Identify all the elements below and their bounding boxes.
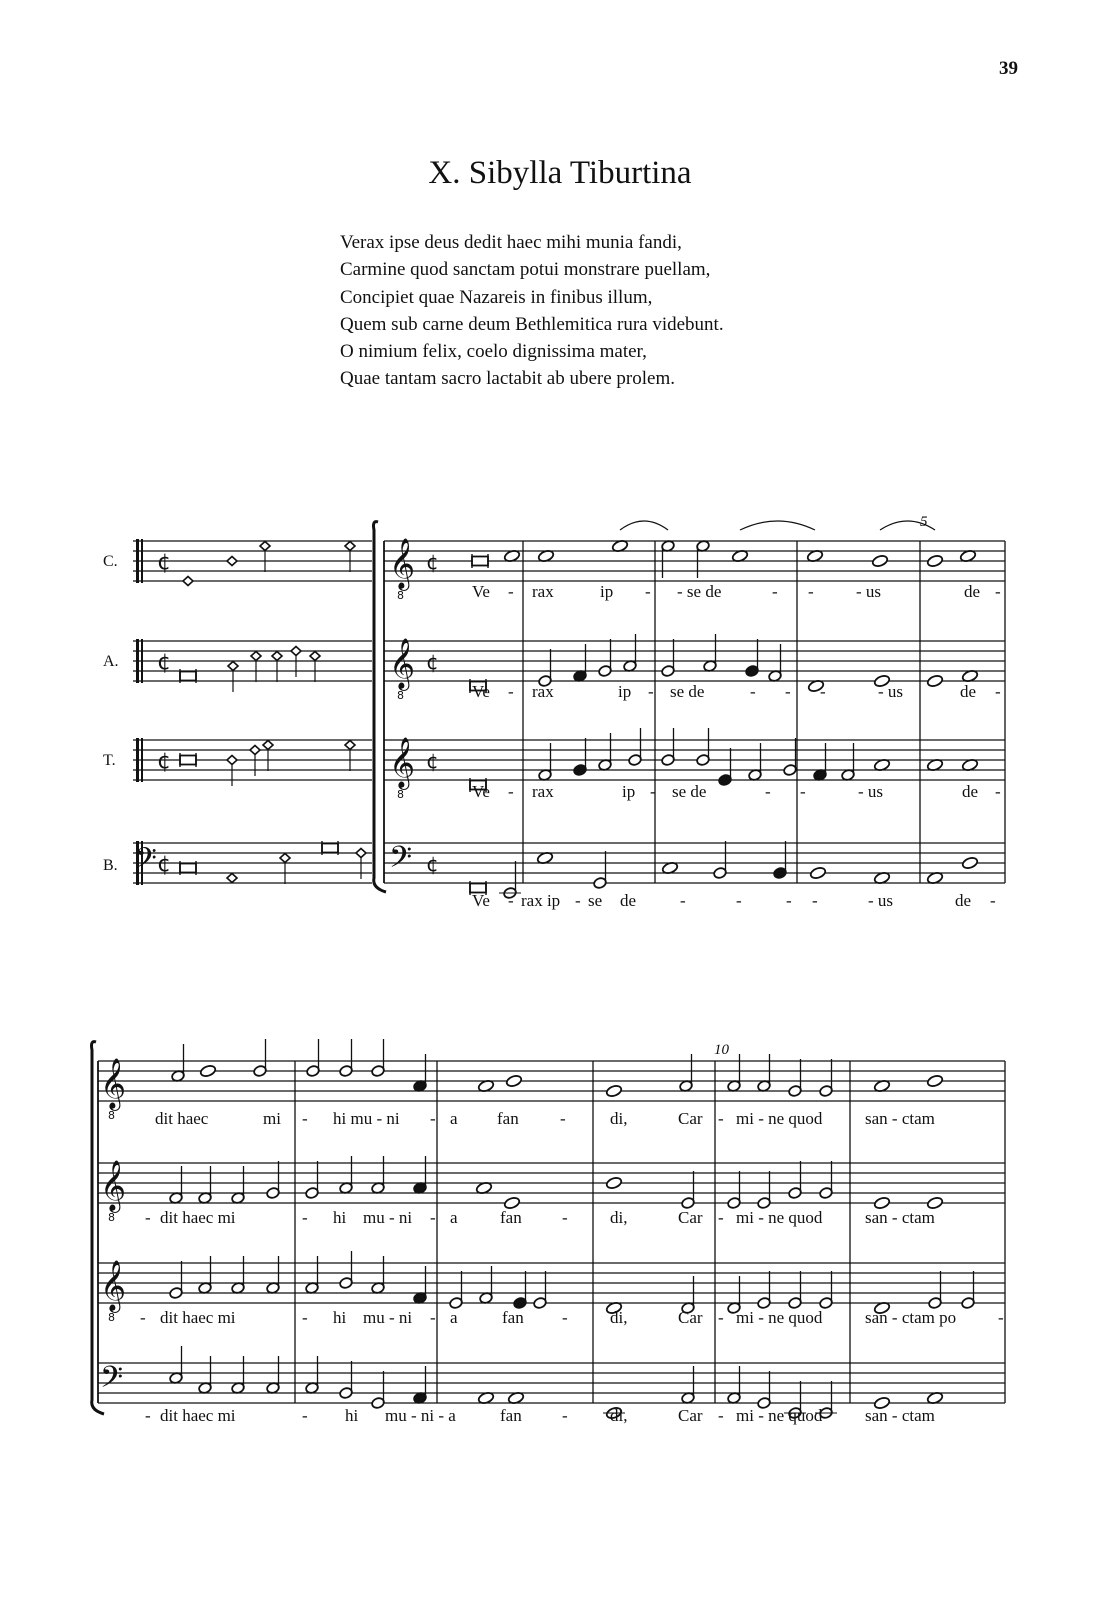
lyric-syllable: - <box>575 891 581 910</box>
voice-label-cantus: C. <box>103 553 118 570</box>
lyric-syllable: - <box>140 1308 146 1327</box>
mensural-note <box>251 652 261 661</box>
lyric-syllable: fan <box>500 1208 522 1227</box>
lyric-syllable: rax <box>532 782 554 801</box>
lyric-syllable: hi <box>333 1308 347 1327</box>
lyric-syllable: - <box>718 1109 724 1128</box>
lyric-syllable: - <box>995 682 1001 701</box>
note-head <box>505 1074 522 1088</box>
lyric-syllable: san - ctam <box>865 1109 935 1128</box>
mensural-note <box>227 874 237 883</box>
lyric-syllable: rax <box>532 682 554 701</box>
lyric-syllable: san - ctam po <box>865 1308 957 1327</box>
voice-label-bassus: B. <box>103 857 118 874</box>
voice-label-altus: A. <box>103 653 119 670</box>
lyric-syllable: - <box>680 891 686 910</box>
note-head <box>926 1074 943 1088</box>
treble-clef-icon: 𝄞 <box>100 1058 127 1109</box>
lyric-syllable: - <box>808 582 814 601</box>
lyric-syllable: - <box>650 782 656 801</box>
measure-number: 10 <box>714 1042 729 1058</box>
c-clef-icon <box>141 539 143 583</box>
lyric-syllable: - <box>430 1109 436 1128</box>
lyric-syllable: - <box>645 582 651 601</box>
poem-line: Quem sub carne deum Bethlemitica rura videbunt. <box>340 313 724 335</box>
lyric-syllable: mi - ne quod <box>736 1308 823 1327</box>
octave-mark-icon: 8 <box>108 1109 115 1122</box>
lyric-syllable: - <box>718 1208 724 1227</box>
c-clef-icon <box>136 539 139 583</box>
lyric-syllable: dit haec mi <box>160 1208 236 1227</box>
lyric-syllable: hi <box>333 1208 347 1227</box>
lyric-syllable: dit haec mi <box>160 1406 236 1425</box>
lyric-syllable: - <box>508 682 514 701</box>
note-head <box>605 1176 622 1190</box>
mensural-note <box>183 577 193 586</box>
lyric-syllable: se de <box>672 782 707 801</box>
lyric-syllable: - <box>718 1406 724 1425</box>
lyric-syllable: di, <box>610 1406 628 1425</box>
piece-title: X. Sibylla Tiburtina <box>428 155 692 191</box>
bass-clef-icon: 𝄢 <box>100 1361 124 1402</box>
lyric-syllable: de <box>960 682 977 701</box>
lyric-syllable: Car <box>678 1109 703 1128</box>
lyric-syllable: - <box>302 1109 308 1128</box>
lyric-syllable: se <box>588 891 603 910</box>
lyric-syllable: san - ctam <box>865 1208 935 1227</box>
note-head <box>926 554 943 568</box>
lyric-syllable: ip <box>622 782 636 801</box>
poem-line: Carmine quod sanctam potui monstrare puellam, <box>340 259 711 281</box>
bass-clef-icon: 𝄢 <box>135 842 157 882</box>
treble-clef-icon: 𝄞 <box>389 638 416 689</box>
mensural-note <box>228 662 238 671</box>
lyric-syllable: Ve <box>472 582 490 601</box>
c-clef-icon <box>141 738 143 782</box>
lyric-syllable: - <box>785 682 791 701</box>
lyric-syllable: mi - ne quod <box>736 1109 823 1128</box>
voice-label-tenor: T. <box>103 752 116 769</box>
breve-note <box>180 672 196 681</box>
lyric-syllable: - se de <box>677 582 722 601</box>
octave-mark-icon: 8 <box>397 788 404 801</box>
lyric-syllable: - <box>302 1308 308 1327</box>
lyric-syllable: fan <box>502 1308 524 1327</box>
lyric-syllable: fan <box>497 1109 519 1128</box>
lyric-syllable: ip <box>618 682 632 701</box>
lyric-syllable: mi - ne quod <box>736 1406 823 1425</box>
time-signature-icon: ¢ <box>426 852 439 876</box>
breve-note <box>180 864 196 873</box>
lyric-syllable: fan <box>500 1406 522 1425</box>
mensural-note <box>263 741 273 750</box>
note-head <box>199 1064 216 1078</box>
mensuration-sign-icon: ¢ <box>157 852 171 877</box>
mensuration-sign-icon: ¢ <box>157 550 171 575</box>
time-signature-icon: ¢ <box>426 650 439 674</box>
note-head <box>605 1084 622 1098</box>
bass-clef-icon: 𝄢 <box>389 841 413 882</box>
lyric-syllable: - us <box>868 891 894 910</box>
mensural-note <box>272 652 282 661</box>
lyric-syllable: Ve <box>472 682 490 701</box>
lyric-syllable: - <box>508 891 514 910</box>
lyric-syllable: rax <box>532 582 554 601</box>
mensural-note <box>356 849 366 858</box>
note-head <box>961 856 978 870</box>
mensural-note <box>345 542 355 551</box>
lyric-syllable: mu - ni - a <box>385 1406 456 1425</box>
lyric-syllable: - <box>812 891 818 910</box>
lyric-syllable: a <box>450 1308 458 1327</box>
octave-mark-icon: 8 <box>108 1311 115 1324</box>
poem-line: Quae tantam sacro lactabit ab ubere prolem. <box>340 368 675 390</box>
lyric-syllable: di, <box>610 1308 628 1327</box>
treble-clef-icon: 𝄞 <box>389 538 416 589</box>
breve-note <box>322 844 338 853</box>
lyric-syllable: - <box>765 782 771 801</box>
octave-mark-icon: 8 <box>397 689 404 702</box>
lyric-syllable: mi <box>263 1109 281 1128</box>
poem-line: O nimium felix, coelo dignissima mater, <box>340 341 647 363</box>
lyric-syllable: - <box>820 682 826 701</box>
lyric-syllable: mi - ne quod <box>736 1208 823 1227</box>
mensural-note <box>291 647 301 656</box>
lyric-syllable: - <box>800 782 806 801</box>
poem-line: Concipiet quae Nazareis in finibus illum, <box>340 286 653 308</box>
lyric-syllable: Ve <box>472 891 490 910</box>
lyric-syllable: - <box>562 1406 568 1425</box>
lyric-syllable: - <box>995 582 1001 601</box>
lyric-syllable: - us <box>858 782 884 801</box>
lyric-syllable: san - ctam <box>865 1406 935 1425</box>
lyric-syllable: de <box>964 582 981 601</box>
lyric-syllable: a <box>450 1208 458 1227</box>
lyric-syllable: hi <box>345 1406 359 1425</box>
note-head <box>871 554 888 568</box>
measure-number: 5 <box>920 514 928 530</box>
treble-clef-icon: 𝄞 <box>100 1160 127 1211</box>
lyric-syllable: dit haec mi <box>160 1308 236 1327</box>
lyric-syllable: ip <box>600 582 614 601</box>
lyric-syllable: - <box>302 1208 308 1227</box>
mensuration-sign-icon: ¢ <box>157 650 171 675</box>
lyric-syllable: mu - ni <box>363 1308 413 1327</box>
lyric-syllable: - <box>430 1208 436 1227</box>
mensural-note <box>345 741 355 750</box>
lyric-syllable: Car <box>678 1406 703 1425</box>
note-head <box>926 674 943 688</box>
treble-clef-icon: 𝄞 <box>389 737 416 788</box>
octave-mark-icon: 8 <box>397 589 404 602</box>
octave-mark-icon: 8 <box>108 1211 115 1224</box>
breve-note <box>180 756 196 765</box>
lyric-syllable: a <box>450 1109 458 1128</box>
lyric-syllable: di, <box>610 1109 628 1128</box>
lyric-syllable: - <box>145 1406 151 1425</box>
poem-line: Verax ipse deus dedit haec mihi munia fandi, <box>340 232 682 253</box>
lyric-syllable: dit haec <box>155 1109 209 1128</box>
lyric-syllable: - <box>508 782 514 801</box>
time-signature-icon: ¢ <box>426 749 439 773</box>
mensural-note <box>310 652 320 661</box>
lyric-syllable: - <box>302 1406 308 1425</box>
page-number: 39 <box>999 58 1018 79</box>
mensural-note <box>227 756 237 765</box>
lyric-syllable: - <box>430 1308 436 1327</box>
lyric-syllable: - <box>772 582 778 601</box>
lyric-syllable: rax ip <box>521 891 561 910</box>
c-clef-icon <box>136 738 139 782</box>
lyric-syllable: Ve <box>472 782 490 801</box>
mensural-note <box>227 557 237 566</box>
treble-clef-icon: 𝄞 <box>100 1260 127 1311</box>
lyric-syllable: - <box>562 1208 568 1227</box>
lyric-syllable: - <box>736 891 742 910</box>
lyric-syllable: - <box>990 891 996 910</box>
breve-note <box>472 557 488 566</box>
lyric-syllable: de <box>962 782 979 801</box>
lyric-syllable: de <box>620 891 637 910</box>
c-clef-icon <box>136 639 139 683</box>
lyric-syllable: - <box>562 1308 568 1327</box>
c-clef-icon <box>141 639 143 683</box>
mensural-note <box>260 542 270 551</box>
lyric-syllable: - <box>786 891 792 910</box>
lyric-syllable: Car <box>678 1208 703 1227</box>
lyric-syllable: - <box>998 1308 1004 1327</box>
lyric-syllable: Car <box>678 1308 703 1327</box>
slur <box>740 521 815 530</box>
lyric-syllable: mu - ni <box>363 1208 413 1227</box>
mensuration-sign-icon: ¢ <box>157 749 171 774</box>
lyric-syllable: hi mu - ni <box>333 1109 400 1128</box>
time-signature-icon: ¢ <box>426 550 439 574</box>
lyric-syllable: - <box>648 682 654 701</box>
lyric-syllable: - <box>508 582 514 601</box>
lyric-syllable: - us <box>856 582 882 601</box>
lyric-syllable: - us <box>878 682 904 701</box>
lyric-syllable: di, <box>610 1208 628 1227</box>
lyric-syllable: - <box>718 1308 724 1327</box>
lyric-syllable: se de <box>670 682 705 701</box>
mensural-note <box>250 746 260 755</box>
lyric-syllable: - <box>995 782 1001 801</box>
lyric-syllable: - <box>750 682 756 701</box>
lyric-syllable: - <box>560 1109 566 1128</box>
lyric-syllable: - <box>145 1208 151 1227</box>
note-head <box>809 866 826 880</box>
slur <box>620 521 668 530</box>
lyric-syllable: de <box>955 891 972 910</box>
mensural-note <box>280 854 290 863</box>
